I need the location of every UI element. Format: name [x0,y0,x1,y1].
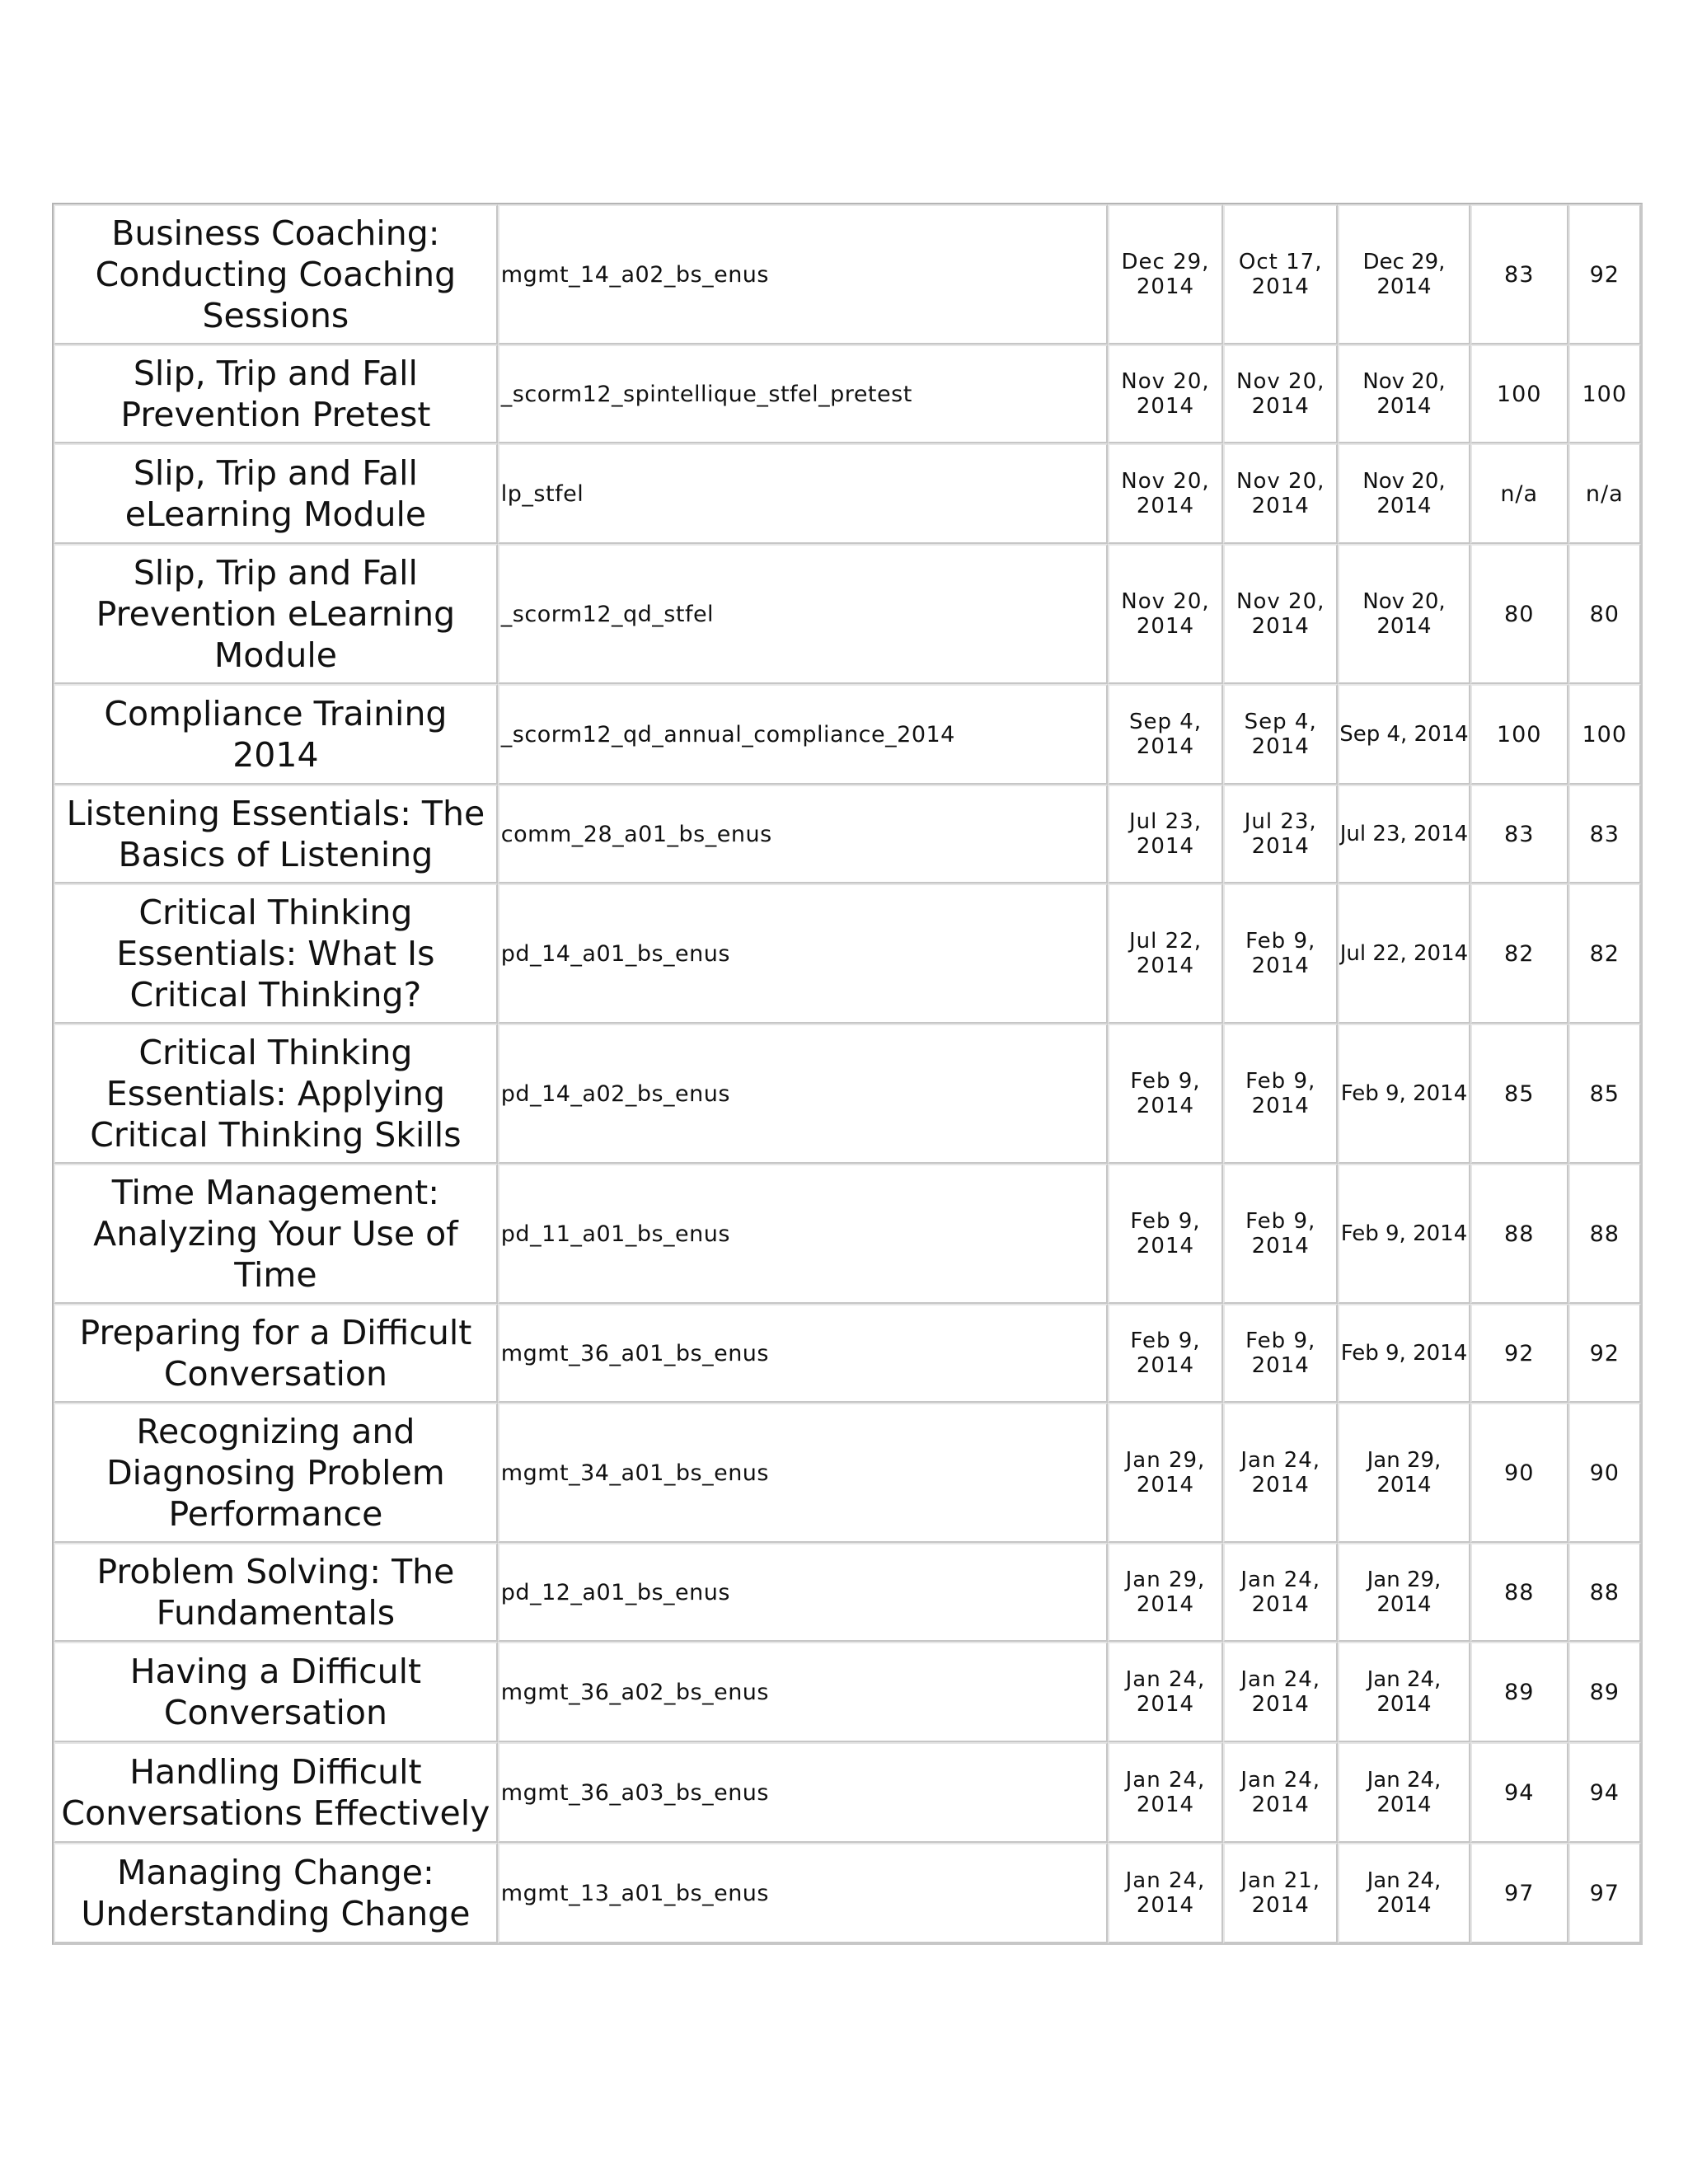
course-title-cell: Critical Thinking Essentials: What Is Critical Thinking? [54,883,498,1024]
score-cell: n/a [1568,443,1642,544]
score-cell: 82 [1470,883,1568,1024]
date-cell: Nov 20, 2014 [1108,344,1224,443]
date-cell: Feb 9, 2014 [1108,1024,1224,1164]
score-cell: 100 [1568,344,1642,443]
date-cell: Jan 24, 2014 [1223,1742,1338,1843]
date-cell: Jan 29, 2014 [1338,1403,1470,1543]
table-row [54,1543,1641,1642]
table-row [54,684,1641,785]
date-cell: Jan 29, 2014 [1338,1543,1470,1642]
date-cell: Jan 24, 2014 [1338,1742,1470,1843]
score-cell: 83 [1470,204,1568,344]
course-title-cell: Listening Essentials: The Basics of Listening [54,785,498,883]
score-cell: 100 [1568,684,1642,785]
date-cell: Jan 24, 2014 [1338,1642,1470,1742]
date-cell: Jan 24, 2014 [1108,1843,1224,1943]
score-cell: 80 [1568,544,1642,684]
score-cell: 92 [1568,204,1642,344]
score-cell: n/a [1470,443,1568,544]
score-cell: 88 [1470,1164,1568,1304]
course-title-cell: Time Management: Analyzing Your Use of Time [54,1164,498,1304]
course-records-table [52,203,1643,1945]
date-cell: Dec 29, 2014 [1338,204,1470,344]
date-cell: Nov 20, 2014 [1338,344,1470,443]
score-cell: 85 [1470,1024,1568,1164]
course-title-cell: Critical Thinking Essentials: Applying Critical Thinking Skills [54,1024,498,1164]
score-cell: 88 [1470,1543,1568,1642]
course-title-cell: Preparing for a Difficult Conversation [54,1304,498,1403]
table-row [54,1164,1641,1304]
score-cell: 97 [1568,1843,1642,1943]
course-code-cell: _scorm12_spintellique_stfel_pretest [498,344,1108,443]
course-title-cell: Handling Difficult Conversations Effectively [54,1742,498,1843]
table-row [54,1304,1641,1403]
course-title-cell: Compliance Training 2014 [54,684,498,785]
course-code-cell: mgmt_13_a01_bs_enus [498,1843,1108,1943]
score-cell: 94 [1568,1742,1642,1843]
course-code-cell: lp_stfel [498,443,1108,544]
table-row [54,1403,1641,1543]
date-cell: Sep 4, 2014 [1108,684,1224,785]
date-cell: Jul 22, 2014 [1108,883,1224,1024]
date-cell: Jul 23, 2014 [1223,785,1338,883]
course-title-cell: Slip, Trip and Fall Prevention Pretest [54,344,498,443]
course-code-cell: mgmt_36_a02_bs_enus [498,1642,1108,1742]
table-row [54,204,1641,344]
date-cell: Feb 9, 2014 [1338,1164,1470,1304]
score-cell: 92 [1568,1304,1642,1403]
course-code-cell: pd_12_a01_bs_enus [498,1543,1108,1642]
date-cell: Sep 4, 2014 [1223,684,1338,785]
score-cell: 89 [1568,1642,1642,1742]
course-title-cell: Business Coaching: Conducting Coaching Sessions [54,204,498,344]
date-cell: Feb 9, 2014 [1338,1024,1470,1164]
date-cell: Nov 20, 2014 [1223,344,1338,443]
date-cell: Jan 24, 2014 [1223,1642,1338,1742]
course-code-cell: pd_14_a01_bs_enus [498,883,1108,1024]
score-cell: 85 [1568,1024,1642,1164]
table-row [54,344,1641,443]
date-cell: Feb 9, 2014 [1223,883,1338,1024]
date-cell: Jan 29, 2014 [1108,1403,1224,1543]
score-cell: 100 [1470,684,1568,785]
course-code-cell: _scorm12_qd_stfel [498,544,1108,684]
score-cell: 90 [1568,1403,1642,1543]
score-cell: 97 [1470,1843,1568,1943]
course-title-cell: Slip, Trip and Fall Prevention eLearning Module [54,544,498,684]
score-cell: 83 [1568,785,1642,883]
date-cell: Jul 22, 2014 [1338,883,1470,1024]
table-row [54,544,1641,684]
date-cell: Nov 20, 2014 [1223,544,1338,684]
date-cell: Nov 20, 2014 [1338,443,1470,544]
course-code-cell: mgmt_36_a03_bs_enus [498,1742,1108,1843]
date-cell: Feb 9, 2014 [1223,1304,1338,1403]
date-cell: Jan 24, 2014 [1223,1403,1338,1543]
course-title-cell: Problem Solving: The Fundamentals [54,1543,498,1642]
score-cell: 82 [1568,883,1642,1024]
date-cell: Nov 20, 2014 [1108,544,1224,684]
score-cell: 88 [1568,1543,1642,1642]
score-cell: 92 [1470,1304,1568,1403]
date-cell: Feb 9, 2014 [1338,1304,1470,1403]
date-cell: Jan 24, 2014 [1108,1642,1224,1742]
date-cell: Nov 20, 2014 [1338,544,1470,684]
date-cell: Feb 9, 2014 [1108,1164,1224,1304]
date-cell: Dec 29, 2014 [1108,204,1224,344]
course-title-cell: Having a Difficult Conversation [54,1642,498,1742]
date-cell: Feb 9, 2014 [1223,1024,1338,1164]
score-cell: 89 [1470,1642,1568,1742]
date-cell: Jan 24, 2014 [1338,1843,1470,1943]
date-cell: Jan 24, 2014 [1108,1742,1224,1843]
course-title-cell: Managing Change: Understanding Change [54,1843,498,1943]
score-cell: 90 [1470,1403,1568,1543]
course-code-cell: comm_28_a01_bs_enus [498,785,1108,883]
score-cell: 88 [1568,1164,1642,1304]
table-row [54,1843,1641,1943]
course-code-cell: _scorm12_qd_annual_compliance_2014 [498,684,1108,785]
table-row [54,1024,1641,1164]
score-cell: 80 [1470,544,1568,684]
date-cell: Feb 9, 2014 [1223,1164,1338,1304]
course-title-cell: Recognizing and Diagnosing Problem Performance [54,1403,498,1543]
date-cell: Jan 24, 2014 [1223,1543,1338,1642]
course-code-cell: mgmt_34_a01_bs_enus [498,1403,1108,1543]
date-cell: Oct 17, 2014 [1223,204,1338,344]
table-row [54,443,1641,544]
date-cell: Jul 23, 2014 [1108,785,1224,883]
date-cell: Nov 20, 2014 [1108,443,1224,544]
table-body [54,204,1641,1943]
date-cell: Jan 21, 2014 [1223,1843,1338,1943]
table-row [54,785,1641,883]
course-code-cell: mgmt_14_a02_bs_enus [498,204,1108,344]
table-row [54,883,1641,1024]
course-title-cell: Slip, Trip and Fall eLearning Module [54,443,498,544]
date-cell: Jul 23, 2014 [1338,785,1470,883]
table-row [54,1742,1641,1843]
course-code-cell: pd_11_a01_bs_enus [498,1164,1108,1304]
table-row [54,1642,1641,1742]
score-cell: 100 [1470,344,1568,443]
score-cell: 83 [1470,785,1568,883]
course-code-cell: mgmt_36_a01_bs_enus [498,1304,1108,1403]
score-cell: 94 [1470,1742,1568,1843]
date-cell: Jan 29, 2014 [1108,1543,1224,1642]
date-cell: Nov 20, 2014 [1223,443,1338,544]
date-cell: Feb 9, 2014 [1108,1304,1224,1403]
date-cell: Sep 4, 2014 [1338,684,1470,785]
course-code-cell: pd_14_a02_bs_enus [498,1024,1108,1164]
